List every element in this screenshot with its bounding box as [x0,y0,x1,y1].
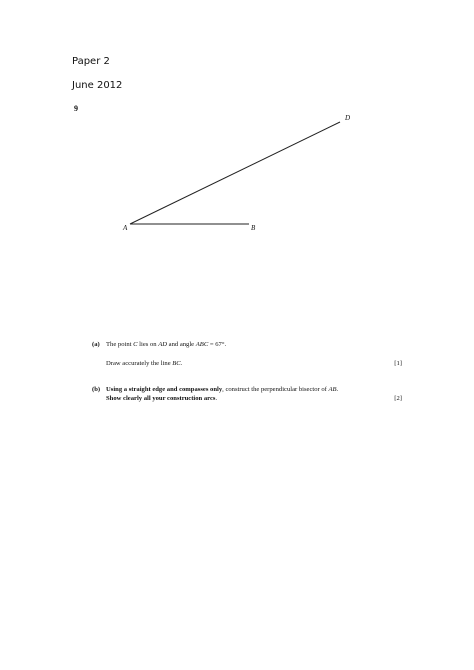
part-b-text: . [215,395,218,402]
part-b-label: (b) [92,386,101,393]
part-b-marks: [2] [394,395,402,402]
var-ad: AD [158,341,168,348]
part-b-emphasis: Using a straight edge and compasses only [106,386,223,393]
part-a-statement [106,340,376,349]
part-a-text: . [180,360,183,367]
part-b-emphasis-2: Show clearly all your construction arcs [106,395,216,402]
part-b-text: . [336,386,339,393]
part-a-text: lies on [137,341,159,348]
part-a-marks: [1] [394,360,402,367]
line-ad [130,122,340,224]
label-point-d: D [345,114,351,122]
var-abc: ABC [195,341,209,348]
part-a-text: The point [106,341,134,348]
part-b [92,385,402,405]
part-a-instruction [106,359,376,368]
part-a-label: (a) [92,341,100,348]
part-a-text: = 67°. [208,341,227,348]
exam-date: June 2012 [72,80,123,91]
question-number: 9 [74,104,78,113]
var-c: C [133,341,138,348]
label-point-b: B [251,224,256,232]
part-a-text: Draw accurately the line [106,360,173,367]
var-bc: BC [172,360,181,367]
part-a-text: and angle [167,341,196,348]
part-b-text: , construct the perpendicular bisector of [222,386,329,393]
paper-title: Paper 2 [72,56,110,67]
part-b-statement [106,385,376,403]
label-point-a: A [123,224,128,232]
var-ab: AB [328,386,337,393]
